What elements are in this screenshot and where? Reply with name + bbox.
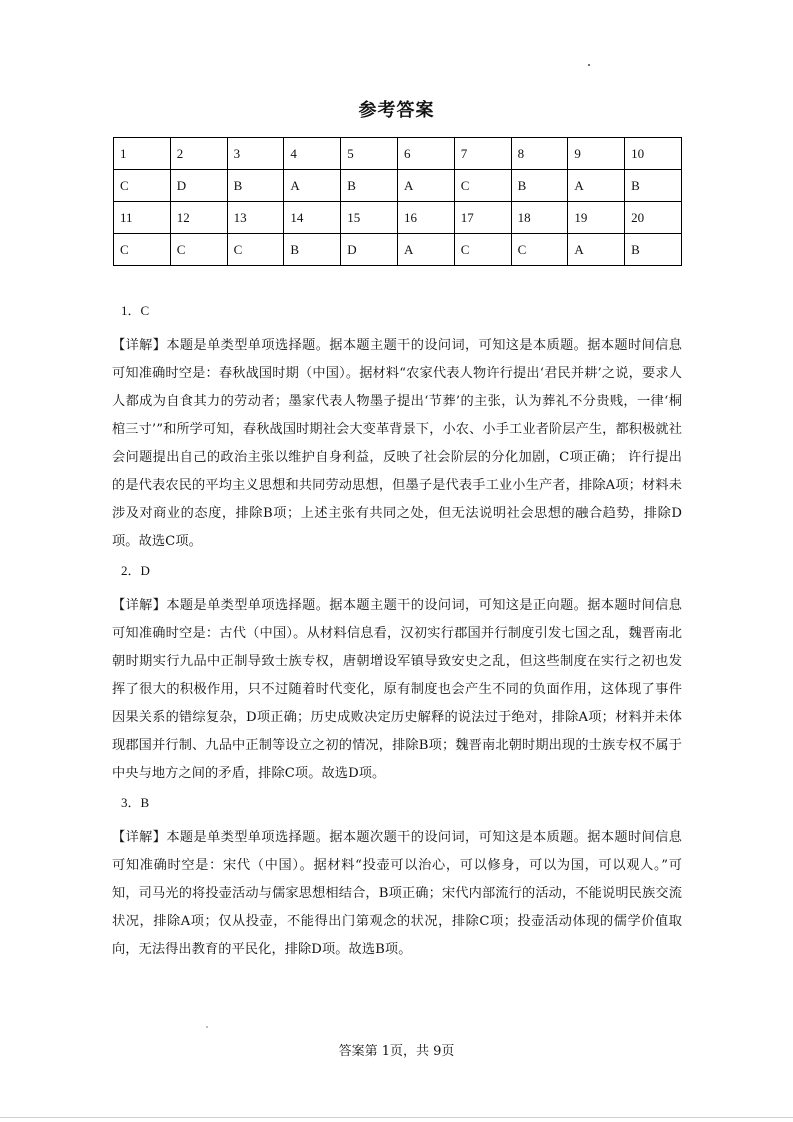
question-heading: 3．B [121,795,150,810]
question-number-cell: 10 [625,138,682,170]
question-number-cell: 9 [568,138,625,170]
scan-dot [588,64,590,66]
answer-table [113,137,682,266]
question-number-cell: 17 [454,202,511,234]
question-number-cell: 2 [170,138,227,170]
question-number-cell: 1 [114,138,171,170]
scan-dot [206,1026,208,1028]
question-number-cell: 15 [341,202,398,234]
answer-cell: B [284,234,341,266]
answer-cell: B [341,170,398,202]
answer-cell: B [625,234,682,266]
answer-cell: B [511,170,568,202]
answer-cell: A [568,234,625,266]
question-heading: 2．D [121,563,150,578]
question-number-cell: 13 [227,202,284,234]
question-number-cell: 12 [170,202,227,234]
question-number-cell: 6 [397,138,454,170]
page-footer: 答案第 1页，共 9页 [338,1044,455,1059]
answer-cell: C [454,234,511,266]
answer-cell: C [511,234,568,266]
question-number-cell: 7 [454,138,511,170]
question-number-cell: 19 [568,202,625,234]
question-block [112,562,683,788]
answer-row [114,234,682,266]
question-heading: 1．C [121,303,150,318]
question-number-cell: 8 [511,138,568,170]
answer-cell: D [341,234,398,266]
question-explanation [112,592,682,788]
answer-row [114,170,682,202]
answer-cell: A [397,234,454,266]
detail-tag: 【详解】 [112,598,167,613]
answer-cell: C [170,234,227,266]
answer-cell: A [397,170,454,202]
question-block [112,302,683,556]
answer-cell: B [625,170,682,202]
question-block [112,794,683,964]
question-number-cell: 5 [341,138,398,170]
question-number-row [114,138,682,170]
page-title: 参考答案 [358,100,435,121]
explanation-text: 本题是单类型单项选择题。据本题次题干的设问词，可知这是本质题。据本题时间信息可知准确时空是：宋代（中国）。据材料“投壶可以治心，可以修身，可以为国，可以观人。”可知，司马光的将投壶活动与儒家思想相结合，B项正确；宋代内部流行的活动，不能说明民族交流状况，排除A项；仅从投壶，不能得出门第观念的状况，排除C项；投壶活动体现的儒学价值取向，无法得出教育的平民化，排除D项。故选B项。 [112,830,683,957]
explanation-text: 本题是单类型单项选择题。据本题主题干的设问词，可知这是正向题。据本题时间信息可知准确时空是：古代（中国）。从材料信息看，汉初实行郡国并行制度引发七国之乱，魏晋南北朝时期实行九品中正制导致士族专权，唐朝增设军镇导致安史之乱，但这些制度在实行之初也发挥了很大的积极作用，只不过随着时代变化，原有制度也会产生不同的负面作用，这体现了事件因果关系的错综复杂，D项正确；历史成败决定历史解释的说法过于绝对，排除A项；材料并未体现郡国并行制、九品中正制等设立之初的情况，排除B项；魏晋南北朝时期出现的士族专权不属于中央与地方之间的矛盾，排除C项。故选D项。 [112,598,683,781]
explanations [112,302,683,970]
question-number-cell: 20 [625,202,682,234]
question-number-cell: 18 [511,202,568,234]
answer-cell: D [170,170,227,202]
answer-cell: A [568,170,625,202]
question-explanation [112,332,682,556]
question-number-cell: 14 [284,202,341,234]
question-number-cell: 16 [397,202,454,234]
answer-cell: A [284,170,341,202]
detail-tag: 【详解】 [112,830,167,845]
answer-cell: C [454,170,511,202]
question-number-row [114,202,682,234]
answer-cell: C [227,234,284,266]
answer-cell: C [114,170,171,202]
page-bottom-rule [0,1117,793,1118]
answer-cell: B [227,170,284,202]
explanation-text: 本题是单类型单项选择题。据本题主题干的设问词，可知这是本质题。据本题时间信息可知准确时空是：春秋战国时期（中国）。据材料“农家代表人物许行提出‘君民并耕’之说，要求人人都成为自食其力的劳动者；墨家代表人物墨子提出‘节葬’的主张，认为葬礼不分贵贱，一律‘桐棺三寸’”和所学可知，春秋战国时期社会大变革背景下，小农、小手工业者阶层产生，都积极就社会问题提出自己的政治主张以维护自身利益，反映了社会阶层的分化加剧，C项正确； 许行提出的是代表农民的平均主义思想和共同劳动思想，但墨子是代表手工业小生产者，排除A项；材料未涉及对商业的态度，排除B项；上述主张有共同之处，但无法说明社会思想的融合趋势，排除D项。故选C项。 [112,338,683,549]
question-number-cell: 11 [114,202,171,234]
question-number-cell: 4 [284,138,341,170]
detail-tag: 【详解】 [112,338,167,353]
question-explanation [112,824,682,964]
answer-cell: C [114,234,171,266]
question-number-cell: 3 [227,138,284,170]
